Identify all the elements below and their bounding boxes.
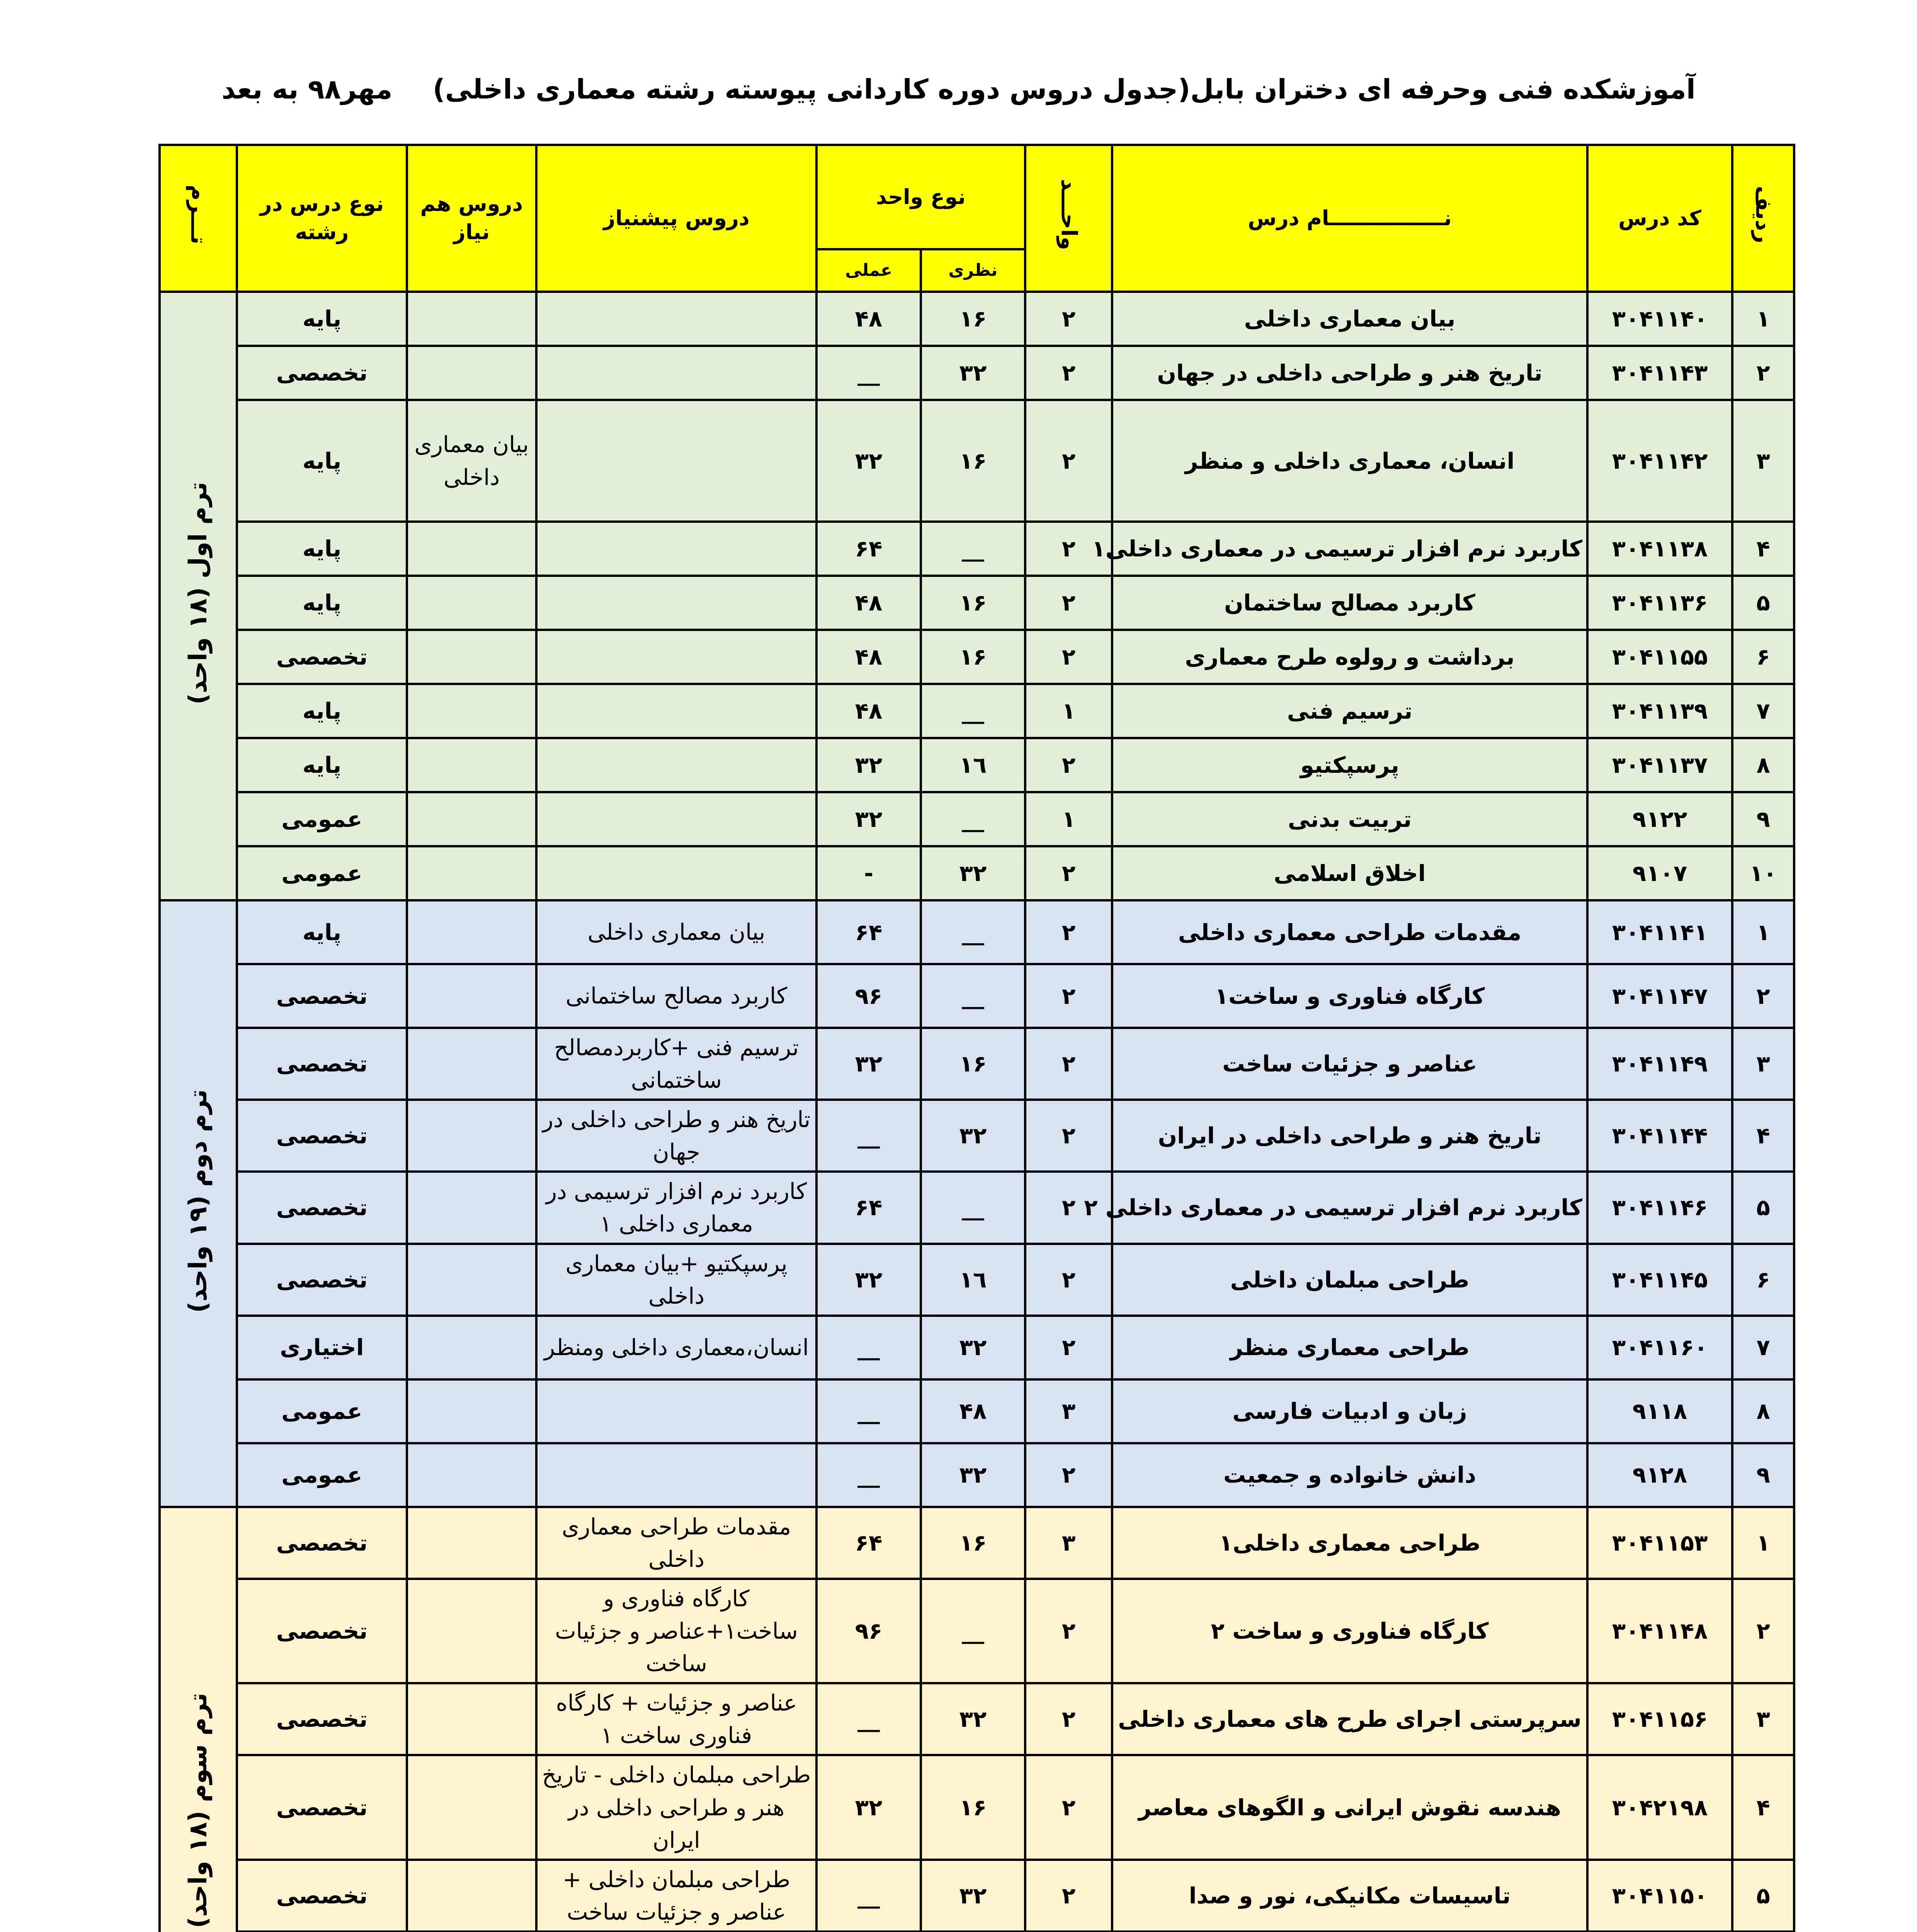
table-row xyxy=(160,522,1794,576)
course-kind: اختیاری xyxy=(237,1316,407,1379)
course-code: ۳۰۴۱۱۶۰ xyxy=(1587,1316,1732,1379)
term-label-text: ترم اول (۱۸ واحد) xyxy=(184,482,213,705)
table-row xyxy=(160,1683,1794,1755)
course-name: طراحی معماری داخلی۱ xyxy=(1112,1507,1587,1579)
course-prerequisites xyxy=(536,846,816,900)
practical-hours: __ xyxy=(816,1379,921,1443)
course-prerequisites: طراحی مبلمان داخلی - تاریخ هنر و طراحی داخلی در ایران xyxy=(536,1755,816,1859)
course-name: سرپرستی اجرای طرح های معماری داخلی xyxy=(1112,1683,1587,1755)
practical-hours: __ xyxy=(816,1100,921,1172)
course-code: ۳۰۴۱۱۴۱ xyxy=(1587,900,1732,964)
course-units: ۲ xyxy=(1025,964,1112,1028)
course-name: کارگاه فناوری و ساخت۱ xyxy=(1112,964,1587,1028)
table-row xyxy=(160,630,1794,684)
course-code: ۳۰۴۱۱۵۳ xyxy=(1587,1507,1732,1579)
course-name: دانش خانواده و جمعیت xyxy=(1112,1443,1587,1507)
course-prerequisites: تاریخ هنر و طراحی داخلی در جهان xyxy=(536,1100,816,1172)
course-code: ۳۰۴۱۱۳۶ xyxy=(1587,576,1732,630)
course-name: بیان معماری داخلی xyxy=(1112,292,1587,346)
row-number: ۳ xyxy=(1732,1028,1794,1100)
course-units: ۲ xyxy=(1025,738,1112,792)
course-code: ۳۰۴۱۱۴۷ xyxy=(1587,964,1732,1028)
table-row xyxy=(160,1028,1794,1100)
course-name: طراحی معماری منظر xyxy=(1112,1316,1587,1379)
course-code: ۳۰۴۱۱۳۹ xyxy=(1587,684,1732,738)
row-number: ۴ xyxy=(1732,1755,1794,1859)
theory-hours: ۳۲ xyxy=(921,346,1025,400)
course-prerequisites: کاربرد مصالح ساختمانی xyxy=(536,964,816,1028)
course-corequisites xyxy=(407,1683,536,1755)
course-code: ۹۱۱۸ xyxy=(1587,1379,1732,1443)
row-number: ۱ xyxy=(1732,900,1794,964)
header-course-kind: نوع درس در رشته xyxy=(237,145,407,292)
practical-hours: ۳۲ xyxy=(816,400,921,522)
row-number: ۷ xyxy=(1732,1316,1794,1379)
course-corequisites xyxy=(407,346,536,400)
theory-hours: __ xyxy=(921,1579,1025,1683)
course-corequisites xyxy=(407,630,536,684)
page-title-text: آموزشکده فنی وحرفه ای دختران بابل(جدول دروس دوره کاردانی پیوسته رشته معماری داخلی) xyxy=(432,73,1696,105)
course-units: ۲ xyxy=(1025,1443,1112,1507)
course-code: ۹۱۲۲ xyxy=(1587,792,1732,846)
table-row xyxy=(160,792,1794,846)
theory-hours: __ xyxy=(921,792,1025,846)
term-label xyxy=(160,292,237,900)
course-prerequisites xyxy=(536,576,816,630)
row-number: ۲ xyxy=(1732,346,1794,400)
row-number: ۴ xyxy=(1732,522,1794,576)
course-prerequisites xyxy=(536,292,816,346)
header-row xyxy=(160,145,1794,249)
theory-hours: ١٦ xyxy=(921,1244,1025,1316)
course-units: ۲ xyxy=(1025,576,1112,630)
course-units: ۳ xyxy=(1025,1379,1112,1443)
course-prerequisites: عناصر و جزئیات + کارگاه فناوری ساخت ۱ xyxy=(536,1683,816,1755)
theory-hours: __ xyxy=(921,1172,1025,1243)
course-units: ۳ xyxy=(1025,1507,1112,1579)
row-number: ۷ xyxy=(1732,684,1794,738)
table-row xyxy=(160,292,1794,346)
practical-hours: ۶۴ xyxy=(816,1507,921,1579)
row-number: ۸ xyxy=(1732,738,1794,792)
course-code: ۳۰۴۱۱۴۰ xyxy=(1587,292,1732,346)
course-prerequisites xyxy=(536,522,816,576)
header-practical: عملی xyxy=(816,249,921,292)
table-row xyxy=(160,1755,1794,1859)
course-corequisites xyxy=(407,1316,536,1379)
course-code: ۳۰۴۱۱۳۷ xyxy=(1587,738,1732,792)
term-label-text: ترم سوم (۱۸ واحد) xyxy=(184,1692,213,1928)
theory-hours: ۱۶ xyxy=(921,576,1025,630)
row-number: ۶ xyxy=(1732,630,1794,684)
table-row xyxy=(160,576,1794,630)
theory-hours: __ xyxy=(921,964,1025,1028)
theory-hours: ١٦ xyxy=(921,738,1025,792)
row-number: ۲ xyxy=(1732,964,1794,1028)
course-units: ۲ xyxy=(1025,1244,1112,1316)
course-units: ۲ xyxy=(1025,900,1112,964)
course-name: اخلاق اسلامی xyxy=(1112,846,1587,900)
course-corequisites xyxy=(407,522,536,576)
table-row xyxy=(160,400,1794,522)
practical-hours: ۳۲ xyxy=(816,1755,921,1859)
table-row xyxy=(160,964,1794,1028)
page-title xyxy=(0,73,1917,105)
course-kind: پایه xyxy=(237,738,407,792)
course-corequisites xyxy=(407,1244,536,1316)
course-kind: تخصصی xyxy=(237,1172,407,1243)
row-number: ۵ xyxy=(1732,1172,1794,1243)
term-label xyxy=(160,900,237,1507)
course-corequisites xyxy=(407,792,536,846)
table-row xyxy=(160,1443,1794,1507)
course-code: ۳۰۴۱۱۵۶ xyxy=(1587,1683,1732,1755)
course-kind: تخصصی xyxy=(237,1579,407,1683)
practical-hours: ۴۸ xyxy=(816,576,921,630)
course-table-body xyxy=(160,292,1794,1932)
theory-hours: ۴۸ xyxy=(921,1379,1025,1443)
course-name: تاسیسات مکانیکی، نور و صدا xyxy=(1112,1860,1587,1932)
course-prerequisites: کاربرد نرم افزار ترسیمی در معماری داخلی ۱ xyxy=(536,1172,816,1243)
course-prerequisites: انسان،معماری داخلی ومنظر xyxy=(536,1316,816,1379)
theory-hours: ۱۶ xyxy=(921,1755,1025,1859)
row-number: ۶ xyxy=(1732,1244,1794,1316)
course-name: هندسه نقوش ایرانی و الگوهای معاصر xyxy=(1112,1755,1587,1859)
course-kind: تخصصی xyxy=(237,1028,407,1100)
table-row xyxy=(160,1860,1794,1932)
course-name: برداشت و رولوه طرح معماری xyxy=(1112,630,1587,684)
course-units: ۲ xyxy=(1025,346,1112,400)
table-row xyxy=(160,1172,1794,1243)
header-theory: نظری xyxy=(921,249,1025,292)
practical-hours: ۴۸ xyxy=(816,630,921,684)
course-kind: پایه xyxy=(237,522,407,576)
course-units: ۲ xyxy=(1025,1683,1112,1755)
practical-hours: __ xyxy=(816,1683,921,1755)
course-corequisites xyxy=(407,738,536,792)
practical-hours: __ xyxy=(816,1860,921,1932)
theory-hours: ۳۲ xyxy=(921,1860,1025,1932)
course-prerequisites xyxy=(536,684,816,738)
practical-hours: ۴۸ xyxy=(816,292,921,346)
course-kind: تخصصی xyxy=(237,964,407,1028)
course-units: ۱ xyxy=(1025,684,1112,738)
course-name: زبان و ادبیات فارسی xyxy=(1112,1379,1587,1443)
course-name: کاربرد مصالح ساختمان xyxy=(1112,576,1587,630)
course-name: کاربرد نرم افزار ترسیمی در معماری داخلی۱ xyxy=(1112,522,1587,576)
practical-hours: - xyxy=(816,846,921,900)
practical-hours: ۳۲ xyxy=(816,1244,921,1316)
table-row xyxy=(160,346,1794,400)
course-corequisites xyxy=(407,1755,536,1859)
course-prerequisites: پرسپکتیو +بیان معماری داخلی xyxy=(536,1244,816,1316)
header-course-name: نــــــــــــــــام درس xyxy=(1112,145,1587,292)
course-prerequisites xyxy=(536,1443,816,1507)
header-prerequisites: دروس پیشنیاز xyxy=(536,145,816,292)
course-prerequisites xyxy=(536,1379,816,1443)
practical-hours: __ xyxy=(816,1316,921,1379)
theory-hours: ۳۲ xyxy=(921,1683,1025,1755)
course-corequisites xyxy=(407,1100,536,1172)
header-row-number: ردیف xyxy=(1732,145,1794,292)
course-prerequisites: مقدمات طراحی معماری داخلی xyxy=(536,1507,816,1579)
course-name: طراحی مبلمان داخلی xyxy=(1112,1244,1587,1316)
course-code: ۳۰۴۱۱۴۶ xyxy=(1587,1172,1732,1243)
theory-hours: ۱۶ xyxy=(921,1507,1025,1579)
course-table xyxy=(158,144,1795,1932)
theory-hours: ۱۶ xyxy=(921,400,1025,522)
course-kind: پایه xyxy=(237,684,407,738)
course-prerequisites xyxy=(536,400,816,522)
row-number: ۴ xyxy=(1732,1100,1794,1172)
header-course-code: کد درس xyxy=(1587,145,1732,292)
course-kind: پایه xyxy=(237,400,407,522)
theory-hours: ۳۲ xyxy=(921,1443,1025,1507)
course-units: ۲ xyxy=(1025,1172,1112,1243)
course-kind: تخصصی xyxy=(237,1860,407,1932)
row-number: ۹ xyxy=(1732,792,1794,846)
course-name: تربیت بدنی xyxy=(1112,792,1587,846)
practical-hours: ۶۴ xyxy=(816,522,921,576)
course-units: ۲ xyxy=(1025,1100,1112,1172)
theory-hours: ۳۲ xyxy=(921,1316,1025,1379)
table-row xyxy=(160,1244,1794,1316)
course-name: عناصر و جزئیات ساخت xyxy=(1112,1028,1587,1100)
course-code: ۳۰۴۱۱۴۳ xyxy=(1587,346,1732,400)
course-code: ۳۰۴۱۱۵۵ xyxy=(1587,630,1732,684)
course-units: ۲ xyxy=(1025,1755,1112,1859)
course-code: ۹۱۰۷ xyxy=(1587,846,1732,900)
course-kind: پایه xyxy=(237,292,407,346)
course-kind: عمومی xyxy=(237,1379,407,1443)
course-kind: پایه xyxy=(237,900,407,964)
term-label-text: ترم دوم (۱۹ واحد) xyxy=(184,1089,213,1313)
table-row xyxy=(160,684,1794,738)
course-kind: تخصصی xyxy=(237,1507,407,1579)
course-code: ۳۰۴۱۱۴۹ xyxy=(1587,1028,1732,1100)
row-number: ۲ xyxy=(1732,1579,1794,1683)
course-units: ۲ xyxy=(1025,1316,1112,1379)
table-row xyxy=(160,1579,1794,1683)
course-code: ۳۰۴۲۱۹۸ xyxy=(1587,1755,1732,1859)
course-kind: تخصصی xyxy=(237,1755,407,1859)
course-corequisites: بیان معماری داخلی xyxy=(407,400,536,522)
header-term: تـــرم xyxy=(160,145,237,292)
course-corequisites xyxy=(407,846,536,900)
course-units: ۲ xyxy=(1025,1860,1112,1932)
course-corequisites xyxy=(407,1028,536,1100)
course-code: ۳۰۴۱۱۴۵ xyxy=(1587,1244,1732,1316)
course-kind: تخصصی xyxy=(237,630,407,684)
course-prerequisites xyxy=(536,738,816,792)
header-corequisites: دروس هم نیاز xyxy=(407,145,536,292)
course-prerequisites xyxy=(536,630,816,684)
theory-hours: __ xyxy=(921,522,1025,576)
practical-hours: ۳۲ xyxy=(816,792,921,846)
course-units: ۲ xyxy=(1025,1579,1112,1683)
page-title-date: مهر۹۸ به بعد xyxy=(221,73,393,105)
course-prerequisites xyxy=(536,792,816,846)
row-number: ۱ xyxy=(1732,292,1794,346)
course-code: ۹۱۲۸ xyxy=(1587,1443,1732,1507)
row-number: ۹ xyxy=(1732,1443,1794,1507)
header-unit-type: نوع واحد xyxy=(816,145,1025,249)
course-corequisites xyxy=(407,1443,536,1507)
theory-hours: ۱۶ xyxy=(921,1028,1025,1100)
theory-hours: ۱۶ xyxy=(921,292,1025,346)
course-name: کارگاه فناوری و ساخت ۲ xyxy=(1112,1579,1587,1683)
practical-hours: ۹۶ xyxy=(816,1579,921,1683)
table-row xyxy=(160,846,1794,900)
course-kind: تخصصی xyxy=(237,346,407,400)
course-kind: تخصصی xyxy=(237,1244,407,1316)
course-name: ترسیم فنی xyxy=(1112,684,1587,738)
term-label xyxy=(160,1507,237,1932)
course-code: ۳۰۴۱۱۴۲ xyxy=(1587,400,1732,522)
practical-hours: ۴۸ xyxy=(816,684,921,738)
course-code: ۳۰۴۱۱۴۸ xyxy=(1587,1579,1732,1683)
course-corequisites xyxy=(407,576,536,630)
header-units: واحـــد xyxy=(1025,145,1112,292)
row-number: ۱۰ xyxy=(1732,846,1794,900)
course-code: ۳۰۴۱۱۵۰ xyxy=(1587,1860,1732,1932)
course-kind: تخصصی xyxy=(237,1683,407,1755)
course-units: ۲ xyxy=(1025,292,1112,346)
practical-hours: ۶۴ xyxy=(816,900,921,964)
practical-hours: __ xyxy=(816,1443,921,1507)
row-number: ۵ xyxy=(1732,576,1794,630)
course-corequisites xyxy=(407,1579,536,1683)
theory-hours: __ xyxy=(921,684,1025,738)
course-prerequisites xyxy=(536,346,816,400)
table-row xyxy=(160,1379,1794,1443)
course-prerequisites: ترسیم فنی +کاربردمصالح ساختمانی xyxy=(536,1028,816,1100)
practical-hours: ۳۲ xyxy=(816,738,921,792)
table-row xyxy=(160,738,1794,792)
practical-hours: ۶۴ xyxy=(816,1172,921,1243)
theory-hours: ۱۶ xyxy=(921,630,1025,684)
course-kind: پایه xyxy=(237,576,407,630)
course-kind: تخصصی xyxy=(237,1100,407,1172)
row-number: ۳ xyxy=(1732,400,1794,522)
course-code: ۳۰۴۱۱۴۴ xyxy=(1587,1100,1732,1172)
theory-hours: ۳۲ xyxy=(921,846,1025,900)
practical-hours: ۳۲ xyxy=(816,1028,921,1100)
course-corequisites xyxy=(407,1379,536,1443)
row-number: ۸ xyxy=(1732,1379,1794,1443)
course-units: ۲ xyxy=(1025,400,1112,522)
course-kind: عمومی xyxy=(237,1443,407,1507)
course-name: تاریخ هنر و طراحی داخلی در ایران xyxy=(1112,1100,1587,1172)
course-name: مقدمات طراحی معماری داخلی xyxy=(1112,900,1587,964)
course-prerequisites: طراحی مبلمان داخلی + عناصر و جزئیات ساخت xyxy=(536,1860,816,1932)
course-units: ۱ xyxy=(1025,792,1112,846)
table-row xyxy=(160,1316,1794,1379)
table-row xyxy=(160,900,1794,964)
course-kind: عمومی xyxy=(237,792,407,846)
course-units: ۲ xyxy=(1025,630,1112,684)
row-number: ۱ xyxy=(1732,1507,1794,1579)
practical-hours: __ xyxy=(816,346,921,400)
theory-hours: ۳۲ xyxy=(921,1100,1025,1172)
course-corequisites xyxy=(407,1860,536,1932)
course-units: ۲ xyxy=(1025,1028,1112,1100)
course-corequisites xyxy=(407,1172,536,1243)
course-corequisites xyxy=(407,292,536,346)
course-name: پرسپکتیو xyxy=(1112,738,1587,792)
course-units: ۲ xyxy=(1025,846,1112,900)
practical-hours: ۹۶ xyxy=(816,964,921,1028)
theory-hours: __ xyxy=(921,900,1025,964)
table-row xyxy=(160,1507,1794,1579)
course-corequisites xyxy=(407,964,536,1028)
row-number: ۵ xyxy=(1732,1860,1794,1932)
course-prerequisites: بیان معماری داخلی xyxy=(536,900,816,964)
course-prerequisites: کارگاه فناوری و ساخت۱+عناصر و جزئیات ساخت xyxy=(536,1579,816,1683)
course-name: تاریخ هنر و طراحی داخلی در جهان xyxy=(1112,346,1587,400)
course-corequisites xyxy=(407,684,536,738)
course-name: انسان، معماری داخلی و منظر xyxy=(1112,400,1587,522)
course-kind: عمومی xyxy=(237,846,407,900)
course-corequisites xyxy=(407,900,536,964)
course-code: ۳۰۴۱۱۳۸ xyxy=(1587,522,1732,576)
course-units: ۲ xyxy=(1025,522,1112,576)
course-name: کاربرد نرم افزار ترسیمی در معماری داخلی ۲ xyxy=(1112,1172,1587,1243)
table-row xyxy=(160,1100,1794,1172)
row-number: ۳ xyxy=(1732,1683,1794,1755)
course-corequisites xyxy=(407,1507,536,1579)
